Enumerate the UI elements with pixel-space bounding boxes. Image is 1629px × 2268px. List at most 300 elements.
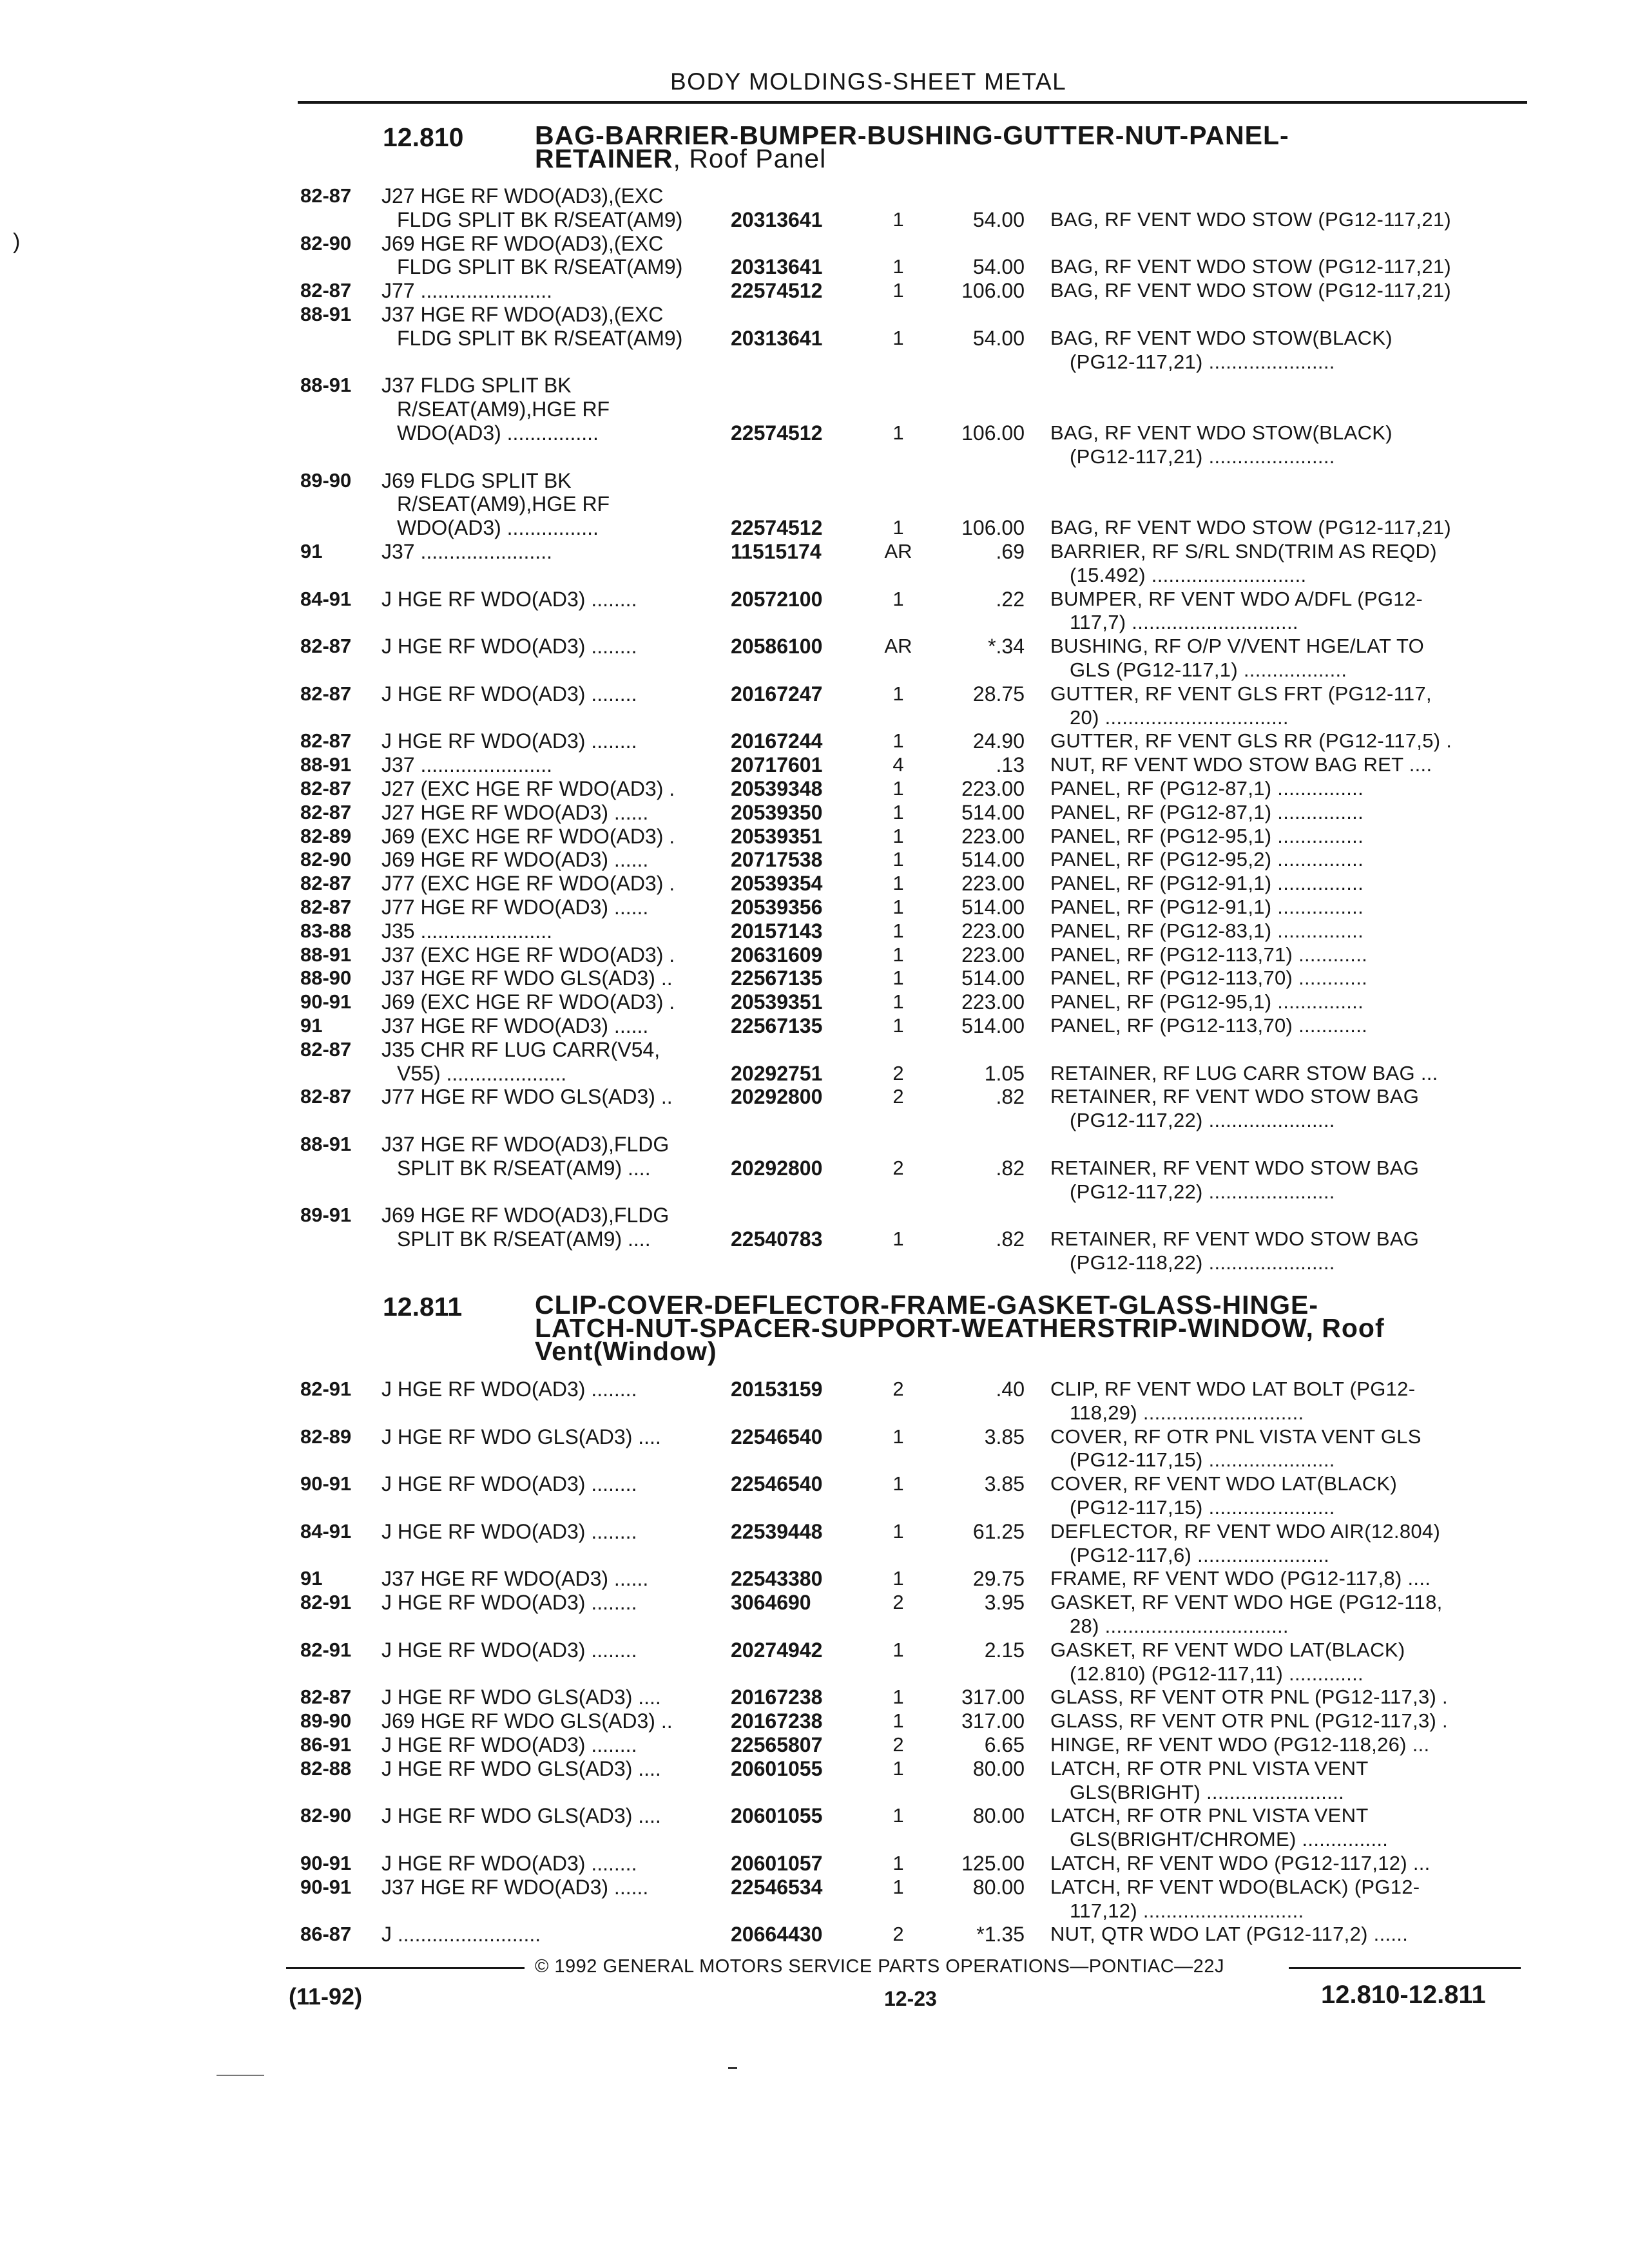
price: 3.85 bbox=[984, 1425, 1025, 1448]
part-description: RETAINER, RF LUG CARR STOW BAG ... bbox=[1050, 1061, 1438, 1084]
part-description: GUTTER, RF VENT GLS RR (PG12-117,5) . bbox=[1050, 729, 1452, 753]
quantity: 1 bbox=[892, 682, 904, 705]
part-description: DEFLECTOR, RF VENT WDO AIR(12.804) bbox=[1050, 1519, 1441, 1542]
year-range: 82-87 bbox=[300, 729, 352, 753]
quantity: 1 bbox=[892, 800, 904, 823]
year-range: 82-87 bbox=[300, 1037, 352, 1061]
section-title-rest: , Roof Panel bbox=[673, 144, 827, 173]
quantity: 1 bbox=[892, 587, 904, 610]
year-range: 89-90 bbox=[300, 1709, 352, 1733]
year-range: 82-91 bbox=[300, 1591, 352, 1614]
part-description: (PG12-117,22) ...................... bbox=[1070, 1180, 1335, 1203]
quantity: 2 bbox=[892, 1061, 904, 1084]
application-text: J69 HGE RF WDO(AD3) ...... bbox=[381, 848, 649, 872]
part-description: (PG12-117,21) ...................... bbox=[1070, 350, 1335, 373]
part-number: 20292751 bbox=[731, 1061, 823, 1085]
footer-rule-left bbox=[286, 1967, 525, 1969]
quantity: 1 bbox=[892, 966, 904, 990]
price: 3.85 bbox=[984, 1472, 1025, 1496]
margin-mark: ) bbox=[13, 229, 21, 254]
year-range: 86-87 bbox=[300, 1923, 352, 1946]
application-text: J37 HGE RF WDO(AD3),(EXC bbox=[381, 303, 664, 326]
page-header-title: BODY MOLDINGS-SHEET METAL bbox=[670, 68, 1067, 95]
part-number: 20717538 bbox=[731, 848, 823, 872]
quantity: 1 bbox=[892, 919, 904, 942]
part-description: RETAINER, RF VENT WDO STOW BAG bbox=[1050, 1227, 1420, 1251]
application-text: SPLIT BK R/SEAT(AM9) .... bbox=[397, 1227, 651, 1251]
price: 28.75 bbox=[972, 682, 1025, 706]
part-number: 20601057 bbox=[731, 1852, 823, 1875]
price: 80.00 bbox=[972, 1804, 1025, 1828]
year-range: 82-90 bbox=[300, 848, 352, 871]
part-description: PANEL, RF (PG12-95,1) ............... bbox=[1050, 824, 1364, 847]
part-description: COVER, RF VENT WDO LAT(BLACK) bbox=[1050, 1472, 1398, 1495]
section-title-bold: LATCH-NUT-SPACER-SUPPORT-WEATHERSTRIP-WINDOW bbox=[535, 1313, 1306, 1343]
part-description: PANEL, RF (PG12-95,1) ............... bbox=[1050, 990, 1364, 1014]
price: 514.00 bbox=[961, 800, 1025, 824]
application-text: J37 HGE RF WDO(AD3) ...... bbox=[381, 1875, 649, 1899]
quantity: 1 bbox=[892, 1852, 904, 1874]
price: 125.00 bbox=[961, 1852, 1025, 1875]
application-text: J69 HGE RF WDO(AD3),FLDG bbox=[381, 1204, 670, 1227]
part-description: (PG12-118,22) ...................... bbox=[1070, 1251, 1335, 1274]
quantity: 2 bbox=[892, 1591, 904, 1614]
part-description: LATCH, RF OTR PNL VISTA VENT bbox=[1050, 1756, 1369, 1780]
part-description: PANEL, RF (PG12-83,1) ............... bbox=[1050, 919, 1364, 942]
part-number: 20601055 bbox=[731, 1756, 823, 1780]
part-number: 22574512 bbox=[731, 516, 823, 540]
section-12-810-number: 12.810 bbox=[383, 122, 464, 152]
part-number: 22574512 bbox=[731, 279, 823, 303]
price: 80.00 bbox=[972, 1756, 1025, 1780]
part-description: 117,7) ............................. bbox=[1070, 611, 1298, 634]
price: .13 bbox=[996, 753, 1025, 777]
application-text: J77 (EXC HGE RF WDO(AD3) . bbox=[381, 872, 675, 896]
quantity: 2 bbox=[892, 1733, 904, 1756]
application-text: J HGE RF WDO GLS(AD3) .... bbox=[381, 1756, 661, 1780]
section-12-810-title-line2 bbox=[535, 144, 827, 173]
application-text: J37 ....................... bbox=[381, 753, 552, 777]
price: 317.00 bbox=[961, 1709, 1025, 1733]
part-description: LATCH, RF VENT WDO(BLACK) (PG12- bbox=[1050, 1875, 1420, 1898]
price: 54.00 bbox=[972, 255, 1025, 279]
quantity: 1 bbox=[892, 1804, 904, 1827]
section-12-811-number: 12.811 bbox=[383, 1292, 463, 1321]
year-range: 82-87 bbox=[300, 1085, 352, 1108]
application-text: SPLIT BK R/SEAT(AM9) .... bbox=[397, 1156, 651, 1180]
part-description: PANEL, RF (PG12-91,1) ............... bbox=[1050, 896, 1364, 918]
application-text: J HGE RF WDO GLS(AD3) .... bbox=[381, 1686, 661, 1709]
part-description: 28) ................................ bbox=[1070, 1615, 1289, 1637]
quantity: 1 bbox=[892, 279, 904, 302]
application-text: J27 HGE RF WDO(AD3),(EXC bbox=[381, 184, 664, 207]
application-text: J27 (EXC HGE RF WDO(AD3) . bbox=[381, 777, 675, 800]
part-description: GASKET, RF VENT WDO HGE (PG12-118, bbox=[1050, 1591, 1443, 1614]
application-text: J37 HGE RF WDO(AD3),FLDG bbox=[381, 1133, 670, 1156]
part-number: 20167238 bbox=[731, 1686, 823, 1709]
year-range: 91 bbox=[300, 1014, 323, 1037]
year-range: 82-90 bbox=[300, 1804, 352, 1827]
footer-page-number: 12-23 bbox=[884, 1987, 937, 2010]
section-title-rest: , Roof bbox=[1306, 1313, 1385, 1343]
quantity: 1 bbox=[892, 516, 904, 539]
part-number: 20167247 bbox=[731, 682, 823, 706]
price: 1.05 bbox=[984, 1061, 1025, 1085]
quantity: 2 bbox=[892, 1378, 904, 1400]
price: .22 bbox=[996, 587, 1025, 611]
part-number: 22546540 bbox=[731, 1472, 823, 1496]
part-description: (15.492) ........................... bbox=[1070, 563, 1307, 586]
part-description: PANEL, RF (PG12-113,70) ............ bbox=[1050, 1014, 1368, 1037]
quantity: 2 bbox=[892, 1923, 904, 1946]
part-description: (PG12-117,15) ...................... bbox=[1070, 1496, 1335, 1519]
application-text: V55) ..................... bbox=[397, 1061, 567, 1085]
part-description: LATCH, RF OTR PNL VISTA VENT bbox=[1050, 1804, 1369, 1827]
application-text: J37 ....................... bbox=[381, 540, 552, 563]
application-text: J35 ....................... bbox=[381, 919, 552, 943]
application-text: J77 HGE RF WDO(AD3) ...... bbox=[381, 896, 649, 919]
part-description: RETAINER, RF VENT WDO STOW BAG bbox=[1050, 1156, 1420, 1179]
quantity: 1 bbox=[892, 1472, 904, 1495]
application-text: J HGE RF WDO(AD3) ........ bbox=[381, 587, 637, 611]
year-range: 82-91 bbox=[300, 1378, 352, 1400]
part-number: 20539351 bbox=[731, 990, 823, 1014]
part-number: 3064690 bbox=[731, 1591, 811, 1615]
quantity: 1 bbox=[892, 1519, 904, 1542]
application-text: J HGE RF WDO(AD3) ........ bbox=[381, 729, 637, 753]
quantity: 1 bbox=[892, 1227, 904, 1251]
part-description: PANEL, RF (PG12-113,70) ............ bbox=[1050, 966, 1368, 990]
scan-speck bbox=[217, 2075, 264, 2076]
quantity: 1 bbox=[892, 1014, 904, 1037]
price: 80.00 bbox=[972, 1875, 1025, 1899]
part-description: 118,29) ............................ bbox=[1070, 1401, 1304, 1424]
price: 54.00 bbox=[972, 207, 1025, 231]
part-number: 20313641 bbox=[731, 207, 823, 231]
year-range: 90-91 bbox=[300, 1852, 352, 1874]
part-description: (PG12-117,6) ....................... bbox=[1070, 1543, 1330, 1566]
price: .40 bbox=[996, 1378, 1025, 1401]
application-text: WDO(AD3) ................ bbox=[397, 421, 599, 445]
part-number: 22567135 bbox=[731, 966, 823, 990]
year-range: 90-91 bbox=[300, 1875, 352, 1898]
year-range: 84-91 bbox=[300, 1519, 352, 1542]
part-number: 20274942 bbox=[731, 1638, 823, 1662]
quantity: 1 bbox=[892, 1686, 904, 1709]
application-text: J HGE RF WDO GLS(AD3) .... bbox=[381, 1425, 661, 1448]
part-number: 22543380 bbox=[731, 1567, 823, 1591]
year-range: 83-88 bbox=[300, 919, 352, 942]
application-text: R/SEAT(AM9),HGE RF bbox=[397, 398, 610, 421]
price: 514.00 bbox=[961, 848, 1025, 872]
section-12-810-title-line1: BAG-BARRIER-BUMPER-BUSHING-GUTTER-NUT-PANEL- bbox=[535, 120, 1289, 150]
part-number: 20292800 bbox=[731, 1085, 823, 1109]
part-number: 20313641 bbox=[731, 326, 823, 350]
price: 106.00 bbox=[961, 279, 1025, 303]
part-description: PANEL, RF (PG12-91,1) ............... bbox=[1050, 872, 1364, 895]
price: 514.00 bbox=[961, 896, 1025, 919]
application-text: J HGE RF WDO(AD3) ........ bbox=[381, 635, 637, 658]
quantity: AR bbox=[884, 635, 912, 658]
quantity: 1 bbox=[892, 1638, 904, 1661]
part-number: 20717601 bbox=[731, 753, 823, 777]
part-description: (PG12-117,21) ...................... bbox=[1070, 445, 1335, 468]
part-description: GLASS, RF VENT OTR PNL (PG12-117,3) . bbox=[1050, 1709, 1448, 1733]
application-text: J27 HGE RF WDO(AD3) ...... bbox=[381, 800, 649, 824]
application-text: J77 ....................... bbox=[381, 279, 552, 303]
price: 29.75 bbox=[972, 1567, 1025, 1591]
quantity: 1 bbox=[892, 729, 904, 753]
price: .69 bbox=[996, 540, 1025, 563]
price: 61.25 bbox=[972, 1519, 1025, 1543]
quantity: 1 bbox=[892, 255, 904, 278]
year-range: 82-87 bbox=[300, 777, 352, 800]
part-description: (PG12-117,15) ...................... bbox=[1070, 1448, 1335, 1472]
application-text: J37 HGE RF WDO GLS(AD3) .. bbox=[381, 966, 673, 990]
part-number: 22567135 bbox=[731, 1014, 823, 1037]
part-number: 20539356 bbox=[731, 896, 823, 919]
part-description: BAG, RF VENT WDO STOW(BLACK) bbox=[1050, 421, 1393, 444]
application-text: J69 (EXC HGE RF WDO(AD3) . bbox=[381, 824, 675, 848]
part-description: GLASS, RF VENT OTR PNL (PG12-117,3) . bbox=[1050, 1686, 1448, 1709]
part-description: HINGE, RF VENT WDO (PG12-118,26) ... bbox=[1050, 1733, 1430, 1756]
quantity: 2 bbox=[892, 1156, 904, 1179]
part-number: 22546540 bbox=[731, 1425, 823, 1448]
price: 514.00 bbox=[961, 1014, 1025, 1037]
part-number: 22565807 bbox=[731, 1733, 823, 1756]
year-range: 88-91 bbox=[300, 1133, 352, 1155]
quantity: 1 bbox=[892, 777, 904, 800]
quantity: 1 bbox=[892, 326, 904, 349]
price: 3.95 bbox=[984, 1591, 1025, 1615]
part-number: 20153159 bbox=[731, 1378, 823, 1401]
quantity: 4 bbox=[892, 753, 904, 776]
part-description: GUTTER, RF VENT GLS FRT (PG12-117, bbox=[1050, 682, 1432, 705]
year-range: 82-87 bbox=[300, 1686, 352, 1709]
application-text: J69 (EXC HGE RF WDO(AD3) . bbox=[381, 990, 675, 1014]
part-description: LATCH, RF VENT WDO (PG12-117,12) ... bbox=[1050, 1852, 1431, 1874]
price: 223.00 bbox=[961, 824, 1025, 848]
year-range: 91 bbox=[300, 540, 323, 562]
quantity: 1 bbox=[892, 1709, 904, 1733]
price: 317.00 bbox=[961, 1686, 1025, 1709]
price: 2.15 bbox=[984, 1638, 1025, 1662]
part-description: (PG12-117,22) ...................... bbox=[1070, 1109, 1335, 1132]
quantity: 1 bbox=[892, 824, 904, 847]
application-text: J69 FLDG SPLIT BK bbox=[381, 468, 572, 492]
application-text: J HGE RF WDO(AD3) ........ bbox=[381, 1519, 637, 1543]
year-range: 88-91 bbox=[300, 374, 352, 397]
part-number: 20157143 bbox=[731, 919, 823, 943]
part-description: BAG, RF VENT WDO STOW (PG12-117,21) bbox=[1050, 207, 1452, 231]
part-description: CLIP, RF VENT WDO LAT BOLT (PG12- bbox=[1050, 1378, 1416, 1400]
footer-copyright: © 1992 GENERAL MOTORS SERVICE PARTS OPERATIONS—PONTIAC—22J bbox=[535, 1956, 1224, 1977]
scan-speck bbox=[728, 2067, 737, 2069]
price: 223.00 bbox=[961, 919, 1025, 943]
price: 223.00 bbox=[961, 777, 1025, 800]
year-range: 90-91 bbox=[300, 990, 352, 1014]
footer-section-range: 12.810-12.811 bbox=[1321, 1981, 1486, 2009]
year-range: 90-91 bbox=[300, 1472, 352, 1495]
part-number: 20167238 bbox=[731, 1709, 823, 1733]
part-number: 11515174 bbox=[731, 540, 822, 563]
price: 223.00 bbox=[961, 990, 1025, 1014]
quantity: 1 bbox=[892, 1425, 904, 1448]
application-text: J HGE RF WDO(AD3) ........ bbox=[381, 1638, 637, 1662]
application-text: J37 HGE RF WDO(AD3) ...... bbox=[381, 1567, 649, 1591]
year-range: 88-90 bbox=[300, 966, 352, 990]
part-description: BAG, RF VENT WDO STOW(BLACK) bbox=[1050, 326, 1393, 349]
part-description: RETAINER, RF VENT WDO STOW BAG bbox=[1050, 1085, 1420, 1108]
quantity: 1 bbox=[892, 207, 904, 231]
year-range: 88-91 bbox=[300, 753, 352, 776]
quantity: 1 bbox=[892, 990, 904, 1014]
application-text: J77 HGE RF WDO GLS(AD3) .. bbox=[381, 1085, 673, 1109]
part-description: BAG, RF VENT WDO STOW (PG12-117,21) bbox=[1050, 279, 1452, 302]
quantity: 1 bbox=[892, 896, 904, 918]
quantity: 1 bbox=[892, 1875, 904, 1898]
quantity: 2 bbox=[892, 1085, 904, 1108]
part-description: PANEL, RF (PG12-87,1) ............... bbox=[1050, 800, 1364, 823]
year-range: 82-87 bbox=[300, 872, 352, 895]
year-range: 89-90 bbox=[300, 468, 352, 492]
application-text: J HGE RF WDO GLS(AD3) .... bbox=[381, 1804, 661, 1828]
application-text: R/SEAT(AM9),HGE RF bbox=[397, 492, 610, 516]
application-text: J35 CHR RF LUG CARR(V54, bbox=[381, 1037, 660, 1061]
price: 24.90 bbox=[972, 729, 1025, 753]
year-range: 82-87 bbox=[300, 682, 352, 705]
year-range: 82-88 bbox=[300, 1756, 352, 1780]
price: *1.35 bbox=[976, 1923, 1025, 1946]
application-text: FLDG SPLIT BK R/SEAT(AM9) bbox=[397, 207, 683, 231]
header-rule bbox=[298, 101, 1527, 104]
year-range: 89-91 bbox=[300, 1204, 352, 1227]
part-number: 20167244 bbox=[731, 729, 823, 753]
price: 54.00 bbox=[972, 326, 1025, 350]
part-number: 20601055 bbox=[731, 1804, 823, 1828]
part-description: NUT, QTR WDO LAT (PG12-117,2) ...... bbox=[1050, 1923, 1409, 1946]
part-description: PANEL, RF (PG12-95,2) ............... bbox=[1050, 848, 1364, 871]
application-text: J37 HGE RF WDO(AD3) ...... bbox=[381, 1014, 649, 1037]
quantity: AR bbox=[884, 540, 912, 562]
price: 223.00 bbox=[961, 872, 1025, 896]
application-text: J69 HGE RF WDO GLS(AD3) .. bbox=[381, 1709, 673, 1733]
part-description: BAG, RF VENT WDO STOW (PG12-117,21) bbox=[1050, 516, 1452, 539]
application-text: FLDG SPLIT BK R/SEAT(AM9) bbox=[397, 255, 683, 279]
part-description: PANEL, RF (PG12-113,71) ............ bbox=[1050, 943, 1368, 966]
part-number: 22540783 bbox=[731, 1227, 823, 1251]
year-range: 82-91 bbox=[300, 1638, 352, 1661]
part-number: 20539348 bbox=[731, 777, 823, 800]
part-number: 22539448 bbox=[731, 1519, 823, 1543]
price: 106.00 bbox=[961, 516, 1025, 540]
part-number: 20572100 bbox=[731, 587, 823, 611]
price: .82 bbox=[996, 1227, 1025, 1251]
section-12-811-title-line1: CLIP-COVER-DEFLECTOR-FRAME-GASKET-GLASS-HINGE- bbox=[535, 1290, 1319, 1320]
footer-date: (11-92) bbox=[289, 1983, 363, 2010]
part-description: 117,12) ............................ bbox=[1070, 1899, 1304, 1922]
application-text: J69 HGE RF WDO(AD3),(EXC bbox=[381, 231, 664, 255]
part-description: GLS (PG12-117,1) .................. bbox=[1070, 658, 1347, 681]
part-description: BARRIER, RF S/RL SND(TRIM AS REQD) bbox=[1050, 540, 1437, 562]
part-number: 20539351 bbox=[731, 824, 823, 848]
year-range: 91 bbox=[300, 1567, 323, 1590]
application-text: J HGE RF WDO(AD3) ........ bbox=[381, 1852, 637, 1875]
footer-rule-right bbox=[1289, 1967, 1521, 1969]
part-description: NUT, RF VENT WDO STOW BAG RET .... bbox=[1050, 753, 1432, 776]
part-description: GASKET, RF VENT WDO LAT(BLACK) bbox=[1050, 1638, 1405, 1661]
part-number: 20539354 bbox=[731, 872, 823, 896]
application-text: J HGE RF WDO(AD3) ........ bbox=[381, 1591, 637, 1615]
quantity: 1 bbox=[892, 872, 904, 895]
part-number: 20292800 bbox=[731, 1156, 823, 1180]
application-text: J ......................... bbox=[381, 1923, 541, 1946]
price: .82 bbox=[996, 1156, 1025, 1180]
part-number: 20313641 bbox=[731, 255, 823, 279]
part-number: 20586100 bbox=[731, 635, 823, 658]
part-description: PANEL, RF (PG12-87,1) ............... bbox=[1050, 777, 1364, 800]
quantity: 1 bbox=[892, 421, 904, 444]
price: 106.00 bbox=[961, 421, 1025, 445]
price: .82 bbox=[996, 1085, 1025, 1109]
part-description: FRAME, RF VENT WDO (PG12-117,8) .... bbox=[1050, 1567, 1431, 1590]
quantity: 1 bbox=[892, 943, 904, 966]
application-text: J HGE RF WDO(AD3) ........ bbox=[381, 1733, 637, 1756]
application-text: J37 (EXC HGE RF WDO(AD3) . bbox=[381, 943, 675, 966]
part-description: BAG, RF VENT WDO STOW (PG12-117,21) bbox=[1050, 255, 1452, 278]
quantity: 1 bbox=[892, 848, 904, 871]
year-range: 88-91 bbox=[300, 303, 352, 325]
year-range: 82-90 bbox=[300, 231, 352, 255]
part-number: 20539350 bbox=[731, 800, 823, 824]
application-text: WDO(AD3) ................ bbox=[397, 516, 599, 540]
price: *.34 bbox=[988, 635, 1025, 658]
application-text: J HGE RF WDO(AD3) ........ bbox=[381, 1472, 637, 1496]
year-range: 88-91 bbox=[300, 943, 352, 966]
quantity: 1 bbox=[892, 1567, 904, 1590]
year-range: 82-87 bbox=[300, 800, 352, 823]
year-range: 82-89 bbox=[300, 824, 352, 847]
part-number: 22574512 bbox=[731, 421, 823, 445]
price: 514.00 bbox=[961, 966, 1025, 990]
part-description: GLS(BRIGHT) ........................ bbox=[1070, 1780, 1344, 1803]
year-range: 82-87 bbox=[300, 635, 352, 658]
price: 6.65 bbox=[984, 1733, 1025, 1756]
part-number: 20664430 bbox=[731, 1923, 823, 1946]
application-text: J37 FLDG SPLIT BK bbox=[381, 374, 572, 398]
application-text: FLDG SPLIT BK R/SEAT(AM9) bbox=[397, 326, 683, 350]
year-range: 82-89 bbox=[300, 1425, 352, 1448]
year-range: 82-87 bbox=[300, 896, 352, 918]
year-range: 82-87 bbox=[300, 279, 352, 302]
part-description: 20) ................................ bbox=[1070, 706, 1289, 729]
application-text: J HGE RF WDO(AD3) ........ bbox=[381, 1378, 637, 1401]
application-text: J HGE RF WDO(AD3) ........ bbox=[381, 682, 637, 706]
section-12-811-title-line3: Vent(Window) bbox=[535, 1336, 717, 1366]
part-description: COVER, RF OTR PNL VISTA VENT GLS bbox=[1050, 1425, 1422, 1448]
section-title-bold: RETAINER bbox=[535, 144, 673, 173]
part-number: 22546534 bbox=[731, 1875, 823, 1899]
part-description: BUMPER, RF VENT WDO A/DFL (PG12- bbox=[1050, 587, 1423, 610]
part-description: BUSHING, RF O/P V/VENT HGE/LAT TO bbox=[1050, 635, 1425, 658]
price: 223.00 bbox=[961, 943, 1025, 966]
quantity: 1 bbox=[892, 1756, 904, 1780]
part-description: (12.810) (PG12-117,11) ............. bbox=[1070, 1662, 1364, 1685]
year-range: 82-87 bbox=[300, 184, 352, 207]
year-range: 84-91 bbox=[300, 587, 352, 610]
year-range: 86-91 bbox=[300, 1733, 352, 1756]
part-number: 20631609 bbox=[731, 943, 823, 966]
